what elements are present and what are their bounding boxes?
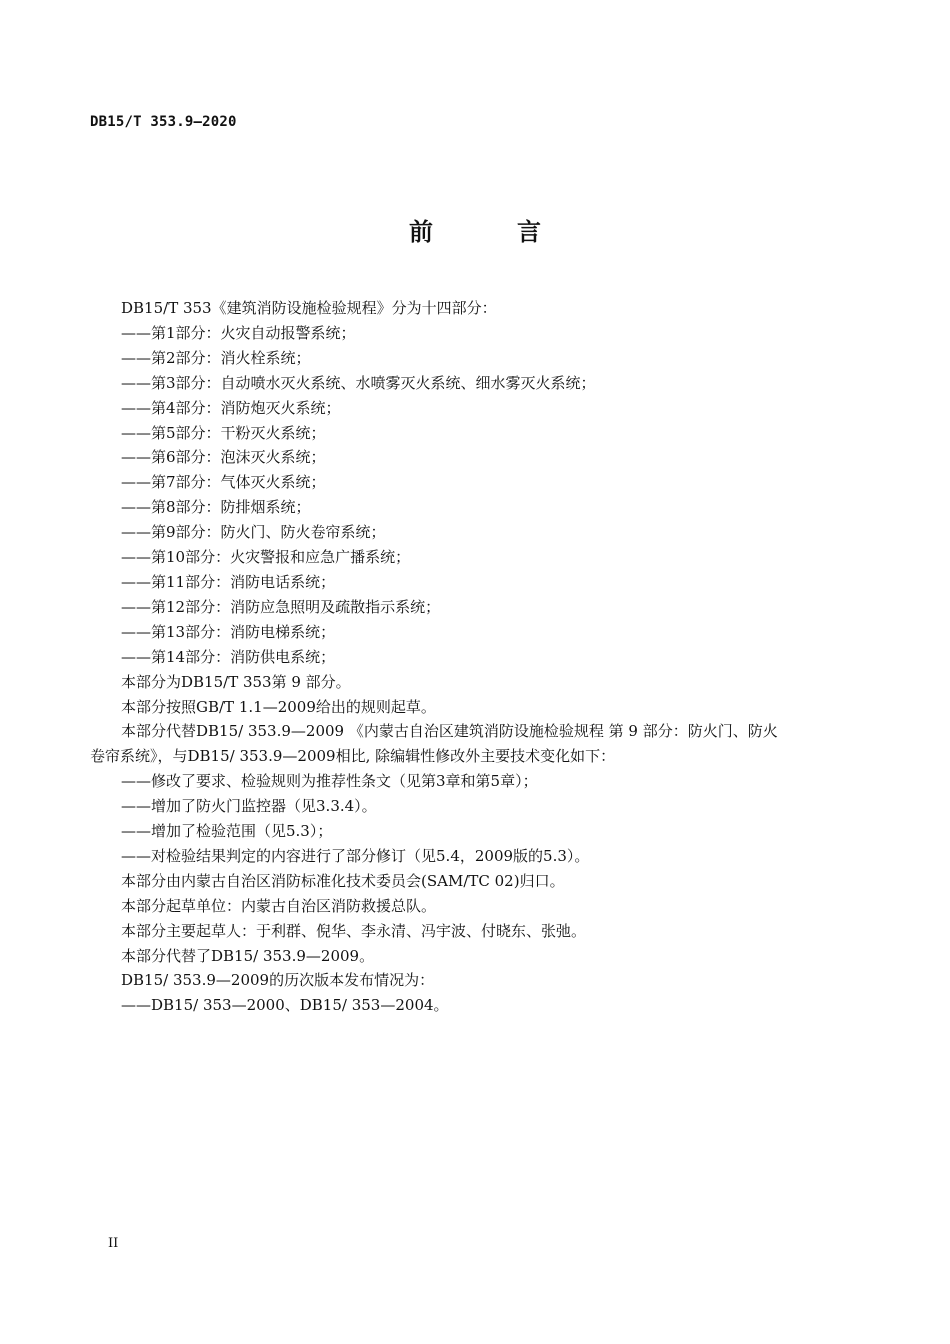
paragraph-drafters: 本部分主要起草人：于利群、倪华、李永清、冯宇波、付晓东、张弛。 (121, 921, 587, 940)
list-item-part-4: ——第4部分：消防炮灭火系统； (121, 398, 341, 417)
list-item-part-13: ——第13部分：消防电梯系统； (121, 622, 336, 641)
list-item-part-10: ——第10部分：火灾警报和应急广播系统； (121, 548, 411, 567)
paragraph-this-part: 本部分为DB15/T 353第 9 部分。 (121, 672, 351, 691)
list-item-part-2: ——第2部分：消火栓系统； (121, 348, 311, 367)
list-item-part-6: ——第6部分：泡沫灭火系统； (121, 448, 326, 467)
list-item-part-8: ——第8部分：防排烟系统； (121, 498, 311, 517)
paragraph-drafting-rules: 本部分按照GB/T 1.1—2009给出的规则起草。 (121, 697, 436, 716)
list-item-part-5: ——第5部分：干粉灭火系统； (121, 423, 326, 442)
page-title: 前 言 (409, 218, 571, 246)
page-number: II (108, 1236, 119, 1251)
paragraph-drafting-unit: 本部分起草单位：内蒙古自治区消防救援总队。 (121, 896, 437, 915)
list-item-part-14: ——第14部分：消防供电系统； (121, 647, 336, 666)
paragraph-intro: DB15/T 353《建筑消防设施检验规程》分为十四部分： (121, 299, 497, 317)
paragraph-replaces-line-1: 本部分代替DB15/ 353.9—2009 《内蒙古自治区建筑消防设施检验规程 第 9 部分：防火门、防火 (121, 722, 778, 741)
list-item-part-11: ——第11部分：消防电话系统； (121, 572, 336, 591)
paragraph-history-intro: DB15/ 353.9—2009的历次版本发布情况为： (121, 971, 435, 990)
change-item-2: ——增加了防火门监控器（见3.3.4）。 (121, 797, 377, 816)
change-item-1: ——修改了要求、检验规则为推荐性条文（见第3章和第5章）； (121, 772, 538, 791)
paragraph-replaces-line-2: 卷帘系统》，与DB15/ 353.9—2009相比, 除编辑性修改外主要技术变化如下： (90, 747, 616, 766)
document-body (90, 296, 850, 1018)
history-item: ——DB15/ 353—2000、DB15/ 353—2004。 (121, 996, 449, 1015)
document-code-header: DB15/T 353.9—2020 (90, 114, 237, 130)
list-item-part-1: ——第1部分：火灾自动报警系统； (121, 323, 356, 342)
paragraph-committee: 本部分由内蒙古自治区消防标准化技术委员会(SAM/TC 02)归口。 (121, 871, 565, 890)
list-item-part-7: ——第7部分：气体灭火系统； (121, 473, 326, 492)
list-item-part-9: ——第9部分：防火门、防火卷帘系统； (121, 523, 386, 542)
change-item-4: ——对检验结果判定的内容进行了部分修订（见5.4，2009版的5.3）。 (121, 846, 590, 865)
change-item-3: ——增加了检验范围（见5.3）； (121, 822, 333, 841)
list-item-part-12: ——第12部分：消防应急照明及疏散指示系统； (121, 597, 441, 616)
paragraph-supersedes: 本部分代替了DB15/ 353.9—2009。 (121, 946, 375, 965)
list-item-part-3: ——第3部分：自动喷水灭火系统、水喷雾灭火系统、细水雾灭火系统； (121, 373, 596, 392)
